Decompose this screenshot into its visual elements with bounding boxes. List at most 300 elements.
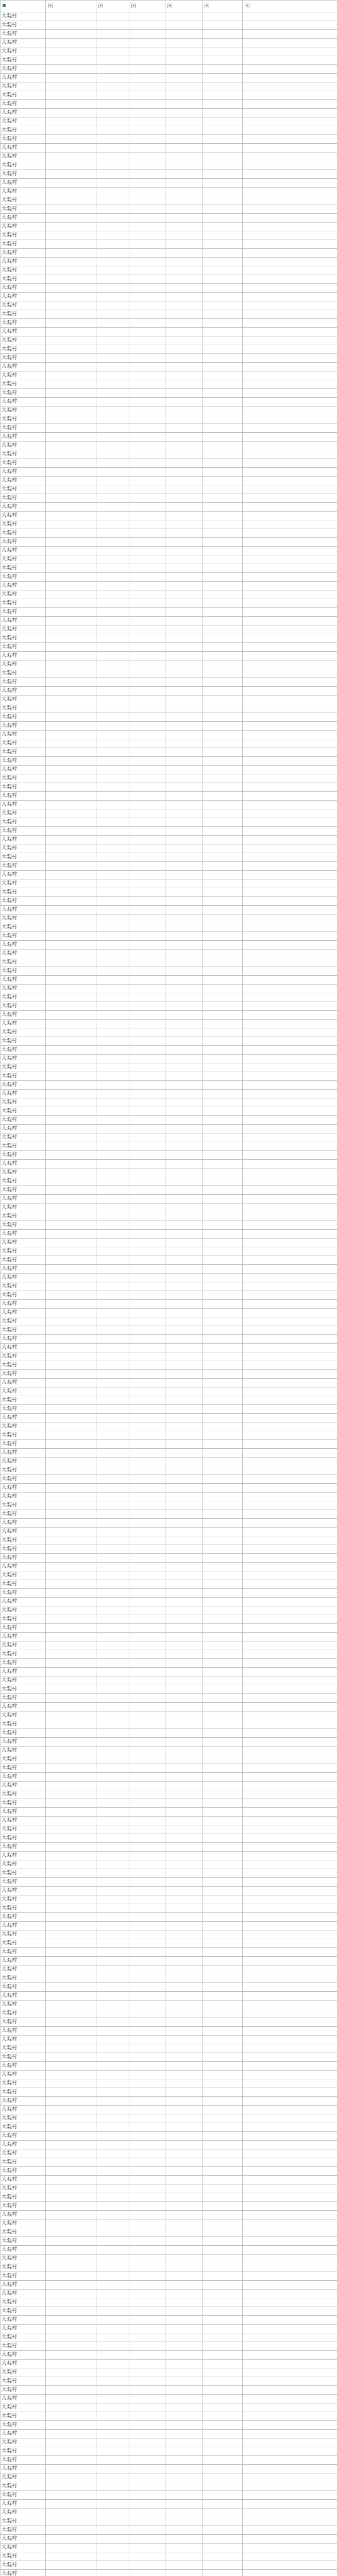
table-cell[interactable] bbox=[203, 1309, 243, 1317]
column-header[interactable] bbox=[1, 1, 46, 12]
table-row[interactable] bbox=[1, 2246, 337, 2255]
table-cell[interactable] bbox=[46, 1843, 96, 1852]
table-cell[interactable] bbox=[46, 1799, 96, 1808]
village-cell[interactable]: 大观村 bbox=[1, 1790, 46, 1799]
table-row[interactable] bbox=[1, 188, 337, 196]
table-cell[interactable] bbox=[96, 2509, 129, 2517]
table-cell[interactable] bbox=[165, 792, 203, 801]
table-cell[interactable] bbox=[129, 301, 165, 310]
table-cell[interactable] bbox=[203, 2281, 243, 2290]
table-cell[interactable] bbox=[129, 371, 165, 380]
table-cell[interactable] bbox=[96, 170, 129, 179]
table-cell[interactable] bbox=[203, 1335, 243, 1344]
table-cell[interactable] bbox=[46, 2272, 96, 2281]
table-cell[interactable] bbox=[129, 976, 165, 985]
table-row[interactable] bbox=[1, 47, 337, 56]
table-cell[interactable] bbox=[96, 1431, 129, 1440]
table-cell[interactable] bbox=[165, 1168, 203, 1177]
table-cell[interactable] bbox=[129, 2517, 165, 2526]
table-row[interactable] bbox=[1, 1650, 337, 1659]
table-cell[interactable] bbox=[96, 47, 129, 56]
village-cell[interactable]: 大观村 bbox=[1, 126, 46, 135]
table-cell[interactable] bbox=[96, 967, 129, 976]
table-cell[interactable] bbox=[129, 1422, 165, 1431]
table-cell[interactable] bbox=[243, 2071, 337, 2079]
table-cell[interactable] bbox=[129, 415, 165, 424]
table-row[interactable] bbox=[1, 424, 337, 433]
table-cell[interactable] bbox=[96, 932, 129, 941]
table-cell[interactable] bbox=[96, 2001, 129, 2009]
table-cell[interactable] bbox=[129, 520, 165, 529]
table-cell[interactable] bbox=[243, 1440, 337, 1449]
table-cell[interactable] bbox=[96, 21, 129, 30]
table-cell[interactable] bbox=[203, 319, 243, 328]
table-cell[interactable] bbox=[243, 976, 337, 985]
table-cell[interactable] bbox=[203, 1168, 243, 1177]
table-cell[interactable] bbox=[243, 2403, 337, 2412]
table-cell[interactable] bbox=[46, 2456, 96, 2465]
table-cell[interactable] bbox=[243, 914, 337, 923]
table-row[interactable] bbox=[1, 547, 337, 555]
table-cell[interactable] bbox=[243, 1519, 337, 1528]
table-cell[interactable] bbox=[165, 2517, 203, 2526]
table-row[interactable] bbox=[1, 731, 337, 739]
table-cell[interactable] bbox=[243, 336, 337, 345]
table-cell[interactable] bbox=[165, 1352, 203, 1361]
village-cell[interactable]: 大观村 bbox=[1, 30, 46, 39]
table-cell[interactable] bbox=[46, 2535, 96, 2544]
village-cell[interactable]: 大观村 bbox=[1, 844, 46, 853]
village-cell[interactable]: 大观村 bbox=[1, 161, 46, 170]
table-cell[interactable] bbox=[129, 1282, 165, 1291]
table-cell[interactable] bbox=[96, 2325, 129, 2333]
table-cell[interactable] bbox=[165, 1650, 203, 1659]
table-cell[interactable] bbox=[46, 161, 96, 170]
table-row[interactable] bbox=[1, 1720, 337, 1729]
table-cell[interactable] bbox=[243, 415, 337, 424]
village-cell[interactable]: 大观村 bbox=[1, 293, 46, 301]
village-cell[interactable]: 大观村 bbox=[1, 1615, 46, 1624]
table-cell[interactable] bbox=[129, 1133, 165, 1142]
table-cell[interactable] bbox=[96, 1221, 129, 1230]
village-cell[interactable]: 大观村 bbox=[1, 1729, 46, 1738]
village-cell[interactable]: 大观村 bbox=[1, 1309, 46, 1317]
table-cell[interactable] bbox=[96, 2263, 129, 2272]
table-cell[interactable] bbox=[203, 2062, 243, 2071]
table-cell[interactable] bbox=[46, 748, 96, 757]
table-cell[interactable] bbox=[96, 1414, 129, 1422]
table-cell[interactable] bbox=[129, 2193, 165, 2202]
table-cell[interactable] bbox=[243, 1168, 337, 1177]
table-cell[interactable] bbox=[46, 389, 96, 398]
table-cell[interactable] bbox=[46, 1895, 96, 1904]
table-cell[interactable] bbox=[165, 678, 203, 687]
village-cell[interactable]: 大观村 bbox=[1, 2500, 46, 2509]
table-cell[interactable] bbox=[129, 2114, 165, 2123]
table-row[interactable] bbox=[1, 1633, 337, 1641]
table-cell[interactable] bbox=[129, 1300, 165, 1309]
table-cell[interactable] bbox=[203, 1352, 243, 1361]
table-cell[interactable] bbox=[243, 2377, 337, 2386]
table-cell[interactable] bbox=[46, 152, 96, 161]
table-cell[interactable] bbox=[203, 424, 243, 433]
village-cell[interactable]: 大观村 bbox=[1, 266, 46, 275]
table-cell[interactable] bbox=[165, 1361, 203, 1370]
table-cell[interactable] bbox=[46, 985, 96, 993]
table-cell[interactable] bbox=[203, 1817, 243, 1825]
table-cell[interactable] bbox=[243, 1431, 337, 1440]
table-cell[interactable] bbox=[96, 1773, 129, 1782]
table-cell[interactable] bbox=[96, 1720, 129, 1729]
table-cell[interactable] bbox=[129, 722, 165, 731]
table-cell[interactable] bbox=[203, 398, 243, 406]
table-row[interactable] bbox=[1, 30, 337, 39]
table-cell[interactable] bbox=[243, 1002, 337, 1011]
table-cell[interactable] bbox=[203, 792, 243, 801]
table-row[interactable] bbox=[1, 2158, 337, 2167]
table-cell[interactable] bbox=[165, 1694, 203, 1703]
table-cell[interactable] bbox=[46, 1168, 96, 1177]
table-cell[interactable] bbox=[243, 1685, 337, 1694]
table-row[interactable] bbox=[1, 2132, 337, 2141]
table-row[interactable] bbox=[1, 2395, 337, 2403]
table-cell[interactable] bbox=[165, 1974, 203, 1983]
table-cell[interactable] bbox=[203, 774, 243, 783]
table-cell[interactable] bbox=[243, 2202, 337, 2211]
village-cell[interactable]: 大观村 bbox=[1, 801, 46, 809]
table-cell[interactable] bbox=[243, 739, 337, 748]
table-cell[interactable] bbox=[243, 354, 337, 363]
table-cell[interactable] bbox=[46, 1291, 96, 1300]
table-cell[interactable] bbox=[243, 1458, 337, 1466]
table-row[interactable] bbox=[1, 1869, 337, 1878]
table-cell[interactable] bbox=[96, 2184, 129, 2193]
table-cell[interactable] bbox=[203, 275, 243, 284]
table-cell[interactable] bbox=[243, 2360, 337, 2368]
table-cell[interactable] bbox=[129, 696, 165, 704]
table-cell[interactable] bbox=[129, 1948, 165, 1957]
table-cell[interactable] bbox=[203, 897, 243, 906]
village-cell[interactable]: 大观村 bbox=[1, 2053, 46, 2062]
table-row[interactable] bbox=[1, 2351, 337, 2360]
table-cell[interactable] bbox=[165, 897, 203, 906]
table-cell[interactable] bbox=[96, 12, 129, 21]
table-cell[interactable] bbox=[129, 1449, 165, 1458]
table-cell[interactable] bbox=[203, 2535, 243, 2544]
village-cell[interactable]: 大观村 bbox=[1, 2158, 46, 2167]
table-cell[interactable] bbox=[203, 433, 243, 442]
table-row[interactable] bbox=[1, 1852, 337, 1860]
table-cell[interactable] bbox=[203, 1790, 243, 1799]
table-cell[interactable] bbox=[96, 2272, 129, 2281]
village-cell[interactable]: 大观村 bbox=[1, 47, 46, 56]
table-cell[interactable] bbox=[165, 1063, 203, 1072]
table-cell[interactable] bbox=[96, 2132, 129, 2141]
table-cell[interactable] bbox=[243, 590, 337, 599]
table-cell[interactable] bbox=[96, 1361, 129, 1370]
table-cell[interactable] bbox=[243, 1098, 337, 1107]
table-cell[interactable] bbox=[46, 1160, 96, 1168]
table-cell[interactable] bbox=[46, 1072, 96, 1081]
table-cell[interactable] bbox=[203, 1922, 243, 1930]
table-cell[interactable] bbox=[46, 1361, 96, 1370]
table-cell[interactable] bbox=[243, 2307, 337, 2316]
table-cell[interactable] bbox=[203, 2544, 243, 2552]
table-cell[interactable] bbox=[46, 555, 96, 564]
table-row[interactable] bbox=[1, 152, 337, 161]
table-cell[interactable] bbox=[96, 2149, 129, 2158]
table-row[interactable] bbox=[1, 862, 337, 871]
village-cell[interactable]: 大观村 bbox=[1, 1633, 46, 1641]
table-cell[interactable] bbox=[96, 65, 129, 74]
table-cell[interactable] bbox=[243, 1475, 337, 1484]
table-row[interactable] bbox=[1, 818, 337, 827]
table-cell[interactable] bbox=[96, 1037, 129, 1046]
table-cell[interactable] bbox=[243, 1738, 337, 1747]
table-cell[interactable] bbox=[46, 485, 96, 494]
table-cell[interactable] bbox=[203, 1265, 243, 1274]
table-cell[interactable] bbox=[165, 1799, 203, 1808]
table-cell[interactable] bbox=[96, 2079, 129, 2088]
table-row[interactable] bbox=[1, 336, 337, 345]
table-cell[interactable] bbox=[243, 39, 337, 47]
table-cell[interactable] bbox=[46, 950, 96, 958]
table-cell[interactable] bbox=[129, 1782, 165, 1790]
table-cell[interactable] bbox=[46, 1729, 96, 1738]
table-row[interactable] bbox=[1, 2386, 337, 2395]
table-cell[interactable] bbox=[46, 2491, 96, 2500]
table-cell[interactable] bbox=[96, 836, 129, 844]
table-cell[interactable] bbox=[243, 512, 337, 520]
table-cell[interactable] bbox=[203, 2237, 243, 2246]
table-cell[interactable] bbox=[165, 1195, 203, 1204]
table-cell[interactable] bbox=[203, 2149, 243, 2158]
table-cell[interactable] bbox=[165, 1212, 203, 1221]
table-cell[interactable] bbox=[243, 2176, 337, 2184]
village-cell[interactable]: 大观村 bbox=[1, 1291, 46, 1300]
village-cell[interactable]: 大观村 bbox=[1, 1773, 46, 1782]
table-cell[interactable] bbox=[165, 354, 203, 363]
table-cell[interactable] bbox=[203, 555, 243, 564]
village-cell[interactable]: 大观村 bbox=[1, 2106, 46, 2114]
table-cell[interactable] bbox=[129, 2307, 165, 2316]
table-cell[interactable] bbox=[129, 398, 165, 406]
table-cell[interactable] bbox=[129, 2438, 165, 2447]
table-cell[interactable] bbox=[129, 2360, 165, 2368]
table-cell[interactable] bbox=[46, 1974, 96, 1983]
table-cell[interactable] bbox=[96, 2316, 129, 2325]
table-cell[interactable] bbox=[165, 1440, 203, 1449]
table-cell[interactable] bbox=[243, 2167, 337, 2176]
table-cell[interactable] bbox=[129, 1466, 165, 1475]
table-cell[interactable] bbox=[165, 406, 203, 415]
table-row[interactable] bbox=[1, 1300, 337, 1309]
village-cell[interactable]: 大观村 bbox=[1, 1055, 46, 1063]
table-cell[interactable] bbox=[129, 1528, 165, 1536]
table-cell[interactable] bbox=[243, 985, 337, 993]
table-cell[interactable] bbox=[203, 503, 243, 512]
table-cell[interactable] bbox=[203, 538, 243, 547]
table-cell[interactable] bbox=[243, 2570, 337, 2576]
table-cell[interactable] bbox=[96, 906, 129, 914]
village-cell[interactable]: 大观村 bbox=[1, 1747, 46, 1755]
table-cell[interactable] bbox=[203, 2473, 243, 2482]
village-cell[interactable]: 大观村 bbox=[1, 485, 46, 494]
table-row[interactable] bbox=[1, 1440, 337, 1449]
table-cell[interactable] bbox=[165, 2211, 203, 2219]
table-cell[interactable] bbox=[96, 1676, 129, 1685]
village-cell[interactable]: 大观村 bbox=[1, 1046, 46, 1055]
table-cell[interactable] bbox=[129, 1475, 165, 1484]
table-cell[interactable] bbox=[46, 1484, 96, 1493]
table-row[interactable] bbox=[1, 582, 337, 590]
table-cell[interactable] bbox=[243, 2018, 337, 2027]
village-cell[interactable]: 大观村 bbox=[1, 284, 46, 293]
table-cell[interactable] bbox=[203, 1501, 243, 1510]
table-row[interactable] bbox=[1, 1536, 337, 1545]
table-cell[interactable] bbox=[96, 2447, 129, 2456]
table-cell[interactable] bbox=[96, 30, 129, 39]
table-cell[interactable] bbox=[46, 888, 96, 897]
village-cell[interactable]: 大观村 bbox=[1, 223, 46, 231]
table-cell[interactable] bbox=[203, 2044, 243, 2053]
table-cell[interactable] bbox=[165, 231, 203, 240]
table-cell[interactable] bbox=[203, 1860, 243, 1869]
table-cell[interactable] bbox=[96, 2333, 129, 2342]
table-cell[interactable] bbox=[96, 1440, 129, 1449]
table-cell[interactable] bbox=[96, 188, 129, 196]
table-cell[interactable] bbox=[46, 722, 96, 731]
table-cell[interactable] bbox=[129, 1808, 165, 1817]
village-cell[interactable]: 大观村 bbox=[1, 1536, 46, 1545]
village-cell[interactable]: 大观村 bbox=[1, 1063, 46, 1072]
table-cell[interactable] bbox=[96, 1913, 129, 1922]
table-cell[interactable] bbox=[243, 1930, 337, 1939]
table-cell[interactable] bbox=[46, 1755, 96, 1764]
table-row[interactable] bbox=[1, 503, 337, 512]
table-cell[interactable] bbox=[165, 433, 203, 442]
table-cell[interactable] bbox=[243, 2263, 337, 2272]
table-cell[interactable] bbox=[96, 2517, 129, 2526]
table-cell[interactable] bbox=[203, 1869, 243, 1878]
table-cell[interactable] bbox=[243, 1335, 337, 1344]
table-cell[interactable] bbox=[203, 1063, 243, 1072]
table-cell[interactable] bbox=[165, 2351, 203, 2360]
table-cell[interactable] bbox=[129, 993, 165, 1002]
table-cell[interactable] bbox=[96, 336, 129, 345]
village-cell[interactable]: 大观村 bbox=[1, 2114, 46, 2123]
village-cell[interactable]: 大观村 bbox=[1, 1834, 46, 1843]
table-cell[interactable] bbox=[129, 941, 165, 950]
table-cell[interactable] bbox=[203, 2386, 243, 2395]
table-cell[interactable] bbox=[165, 512, 203, 520]
village-cell[interactable]: 大观村 bbox=[1, 450, 46, 459]
table-cell[interactable] bbox=[203, 801, 243, 809]
table-cell[interactable] bbox=[46, 345, 96, 354]
table-cell[interactable] bbox=[203, 809, 243, 818]
table-cell[interactable] bbox=[203, 328, 243, 336]
table-cell[interactable] bbox=[203, 12, 243, 21]
table-cell[interactable] bbox=[203, 2412, 243, 2421]
village-cell[interactable]: 大观村 bbox=[1, 1431, 46, 1440]
village-cell[interactable]: 大观村 bbox=[1, 792, 46, 801]
table-cell[interactable] bbox=[46, 2132, 96, 2141]
table-row[interactable] bbox=[1, 669, 337, 678]
village-cell[interactable]: 大观村 bbox=[1, 1641, 46, 1650]
village-cell[interactable]: 大观村 bbox=[1, 1808, 46, 1817]
village-cell[interactable]: 大观村 bbox=[1, 906, 46, 914]
table-cell[interactable] bbox=[129, 91, 165, 100]
village-cell[interactable]: 大观村 bbox=[1, 879, 46, 888]
table-cell[interactable] bbox=[203, 1300, 243, 1309]
village-cell[interactable]: 大观村 bbox=[1, 1528, 46, 1536]
table-row[interactable] bbox=[1, 2263, 337, 2272]
table-cell[interactable] bbox=[46, 520, 96, 529]
table-cell[interactable] bbox=[96, 1028, 129, 1037]
table-cell[interactable] bbox=[243, 196, 337, 205]
table-cell[interactable] bbox=[96, 1519, 129, 1528]
table-cell[interactable] bbox=[46, 1694, 96, 1703]
table-cell[interactable] bbox=[165, 284, 203, 293]
table-cell[interactable] bbox=[243, 459, 337, 468]
table-cell[interactable] bbox=[243, 1606, 337, 1615]
table-cell[interactable] bbox=[129, 809, 165, 818]
table-cell[interactable] bbox=[96, 1536, 129, 1545]
table-row[interactable] bbox=[1, 406, 337, 415]
filter-dropdown-icon[interactable]: ▾ bbox=[245, 4, 249, 8]
table-cell[interactable] bbox=[46, 170, 96, 179]
table-cell[interactable] bbox=[203, 485, 243, 494]
table-row[interactable] bbox=[1, 660, 337, 669]
table-row[interactable] bbox=[1, 625, 337, 634]
table-cell[interactable] bbox=[165, 1764, 203, 1773]
table-cell[interactable] bbox=[165, 985, 203, 993]
table-cell[interactable] bbox=[46, 1703, 96, 1711]
table-cell[interactable] bbox=[96, 731, 129, 739]
table-cell[interactable] bbox=[203, 1125, 243, 1133]
table-cell[interactable] bbox=[165, 1133, 203, 1142]
table-row[interactable] bbox=[1, 1317, 337, 1326]
table-cell[interactable] bbox=[46, 1825, 96, 1834]
village-cell[interactable]: 大观村 bbox=[1, 2290, 46, 2298]
table-row[interactable] bbox=[1, 1282, 337, 1291]
table-cell[interactable] bbox=[243, 1370, 337, 1379]
table-cell[interactable] bbox=[203, 660, 243, 669]
table-cell[interactable] bbox=[46, 2158, 96, 2167]
village-cell[interactable]: 大观村 bbox=[1, 1493, 46, 1501]
table-cell[interactable] bbox=[46, 792, 96, 801]
table-cell[interactable] bbox=[165, 1755, 203, 1764]
table-cell[interactable] bbox=[243, 328, 337, 336]
table-cell[interactable] bbox=[46, 1650, 96, 1659]
table-cell[interactable] bbox=[243, 2561, 337, 2570]
table-cell[interactable] bbox=[243, 1230, 337, 1239]
table-row[interactable] bbox=[1, 2018, 337, 2027]
table-cell[interactable] bbox=[165, 1913, 203, 1922]
table-row[interactable] bbox=[1, 12, 337, 21]
table-cell[interactable] bbox=[243, 1957, 337, 1965]
table-cell[interactable] bbox=[96, 2246, 129, 2255]
table-row[interactable] bbox=[1, 1151, 337, 1160]
table-cell[interactable] bbox=[129, 1606, 165, 1615]
table-cell[interactable] bbox=[203, 1738, 243, 1747]
table-row[interactable] bbox=[1, 2044, 337, 2053]
table-row[interactable] bbox=[1, 223, 337, 231]
village-cell[interactable]: 大观村 bbox=[1, 660, 46, 669]
village-cell[interactable]: 大观村 bbox=[1, 258, 46, 266]
table-cell[interactable] bbox=[203, 2009, 243, 2018]
table-cell[interactable] bbox=[203, 652, 243, 660]
